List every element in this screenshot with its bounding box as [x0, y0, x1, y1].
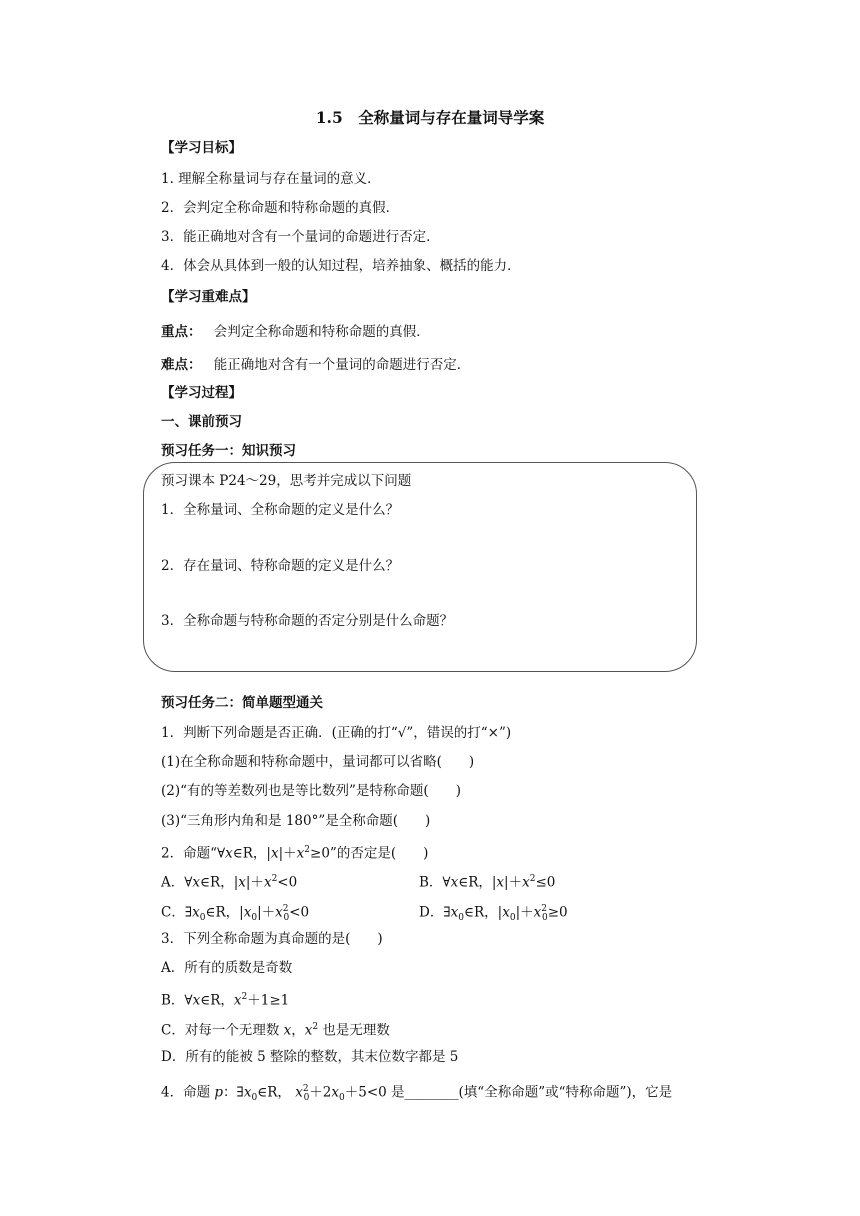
option-d: D．$\exists x_0\in R$，$|x_0|+x^2_0\ge 0$ [419, 904, 568, 924]
key-label: 重点： [161, 324, 202, 340]
key-point [161, 323, 430, 341]
q3-option-a: A．所有的质数是奇数 [161, 960, 293, 976]
task1-question: 1．全称量词、全称命题的定义是什么？ [161, 502, 400, 518]
question-4: 4．命题 p：$\exists x_0\in R$， $x^2_0+2x_0+5<0$ 是________(填“全称命题”或“特称命题”)，它是 [161, 1084, 673, 1104]
question-3: 3．下列全称命题为真命题的是( ) [161, 931, 383, 947]
q3-option-d: D．所有的能被 5 整除的整数，其末位数字都是 5 [161, 1049, 459, 1065]
process-heading: 【学习过程】 [161, 385, 242, 401]
goals-heading: 【学习目标】 [161, 140, 242, 156]
question-2: 2．命题“∀x∈R，$|x|+x^2\ge 0$”的否定是( ) [161, 845, 429, 862]
goal-item: 1. 理解全称量词与存在量词的意义． [161, 171, 381, 187]
question-1-item: (1)在全称命题和特称命题中，量词都可以省略( ) [161, 754, 475, 770]
task1-question: 2．存在量词、特称命题的定义是什么？ [161, 558, 400, 574]
q3-option-b: B．∀x∈R，$x^2+1\ge 1$ [161, 992, 290, 1009]
goal-item: 4．体会从具体到一般的认知过程，培养抽象、概括的能力． [161, 258, 521, 274]
question-1-item: (2)“有的等差数列也是等比数列”是特称命题( ) [161, 783, 461, 799]
task1-question: 3．全称命题与特称命题的否定分别是什么命题？ [161, 613, 454, 629]
question-1: 1．判断下列命题是否正确．(正确的打“√”，错误的打“×”) [161, 725, 512, 741]
q3-option-c: C．对每一个无理数 x，$x^2$ 也是无理数 [161, 1022, 390, 1039]
option-a: A．∀x∈R，$|x|+x^2<0$ [161, 874, 298, 891]
diff-label: 难点： [161, 357, 202, 373]
question-1-item: (3)“三角形内角和是 180°”是全称命题( ) [161, 813, 431, 829]
option-b: B．∀x∈R，$|x|+x^2\le 0$ [419, 874, 556, 891]
diff-text: 能正确地对含有一个量词的命题进行否定． [213, 357, 471, 373]
key-text: 会判定全称命题和特称命题的真假． [213, 324, 430, 340]
option-c: C．$\exists x_0\in R$，$|x_0|+x^2_0<0$ [161, 904, 310, 924]
goal-item: 3．能正确地对含有一个量词的命题进行否定． [161, 229, 440, 245]
goal-item: 2．会判定全称命题和特称命题的真假． [161, 200, 400, 216]
preview-heading: 一、课前预习 [161, 414, 242, 430]
task2-heading: 预习任务二：简单题型通关 [161, 695, 323, 711]
key-heading: 【学习重难点】 [161, 289, 256, 305]
task1-intro: 预习课本 P24～29，思考并完成以下问题 [161, 473, 412, 489]
task1-heading: 预习任务一：知识预习 [161, 443, 296, 459]
page-title: 1.5 全称量词与存在量词导学案 [315, 108, 545, 127]
difficulty-point [161, 356, 470, 374]
